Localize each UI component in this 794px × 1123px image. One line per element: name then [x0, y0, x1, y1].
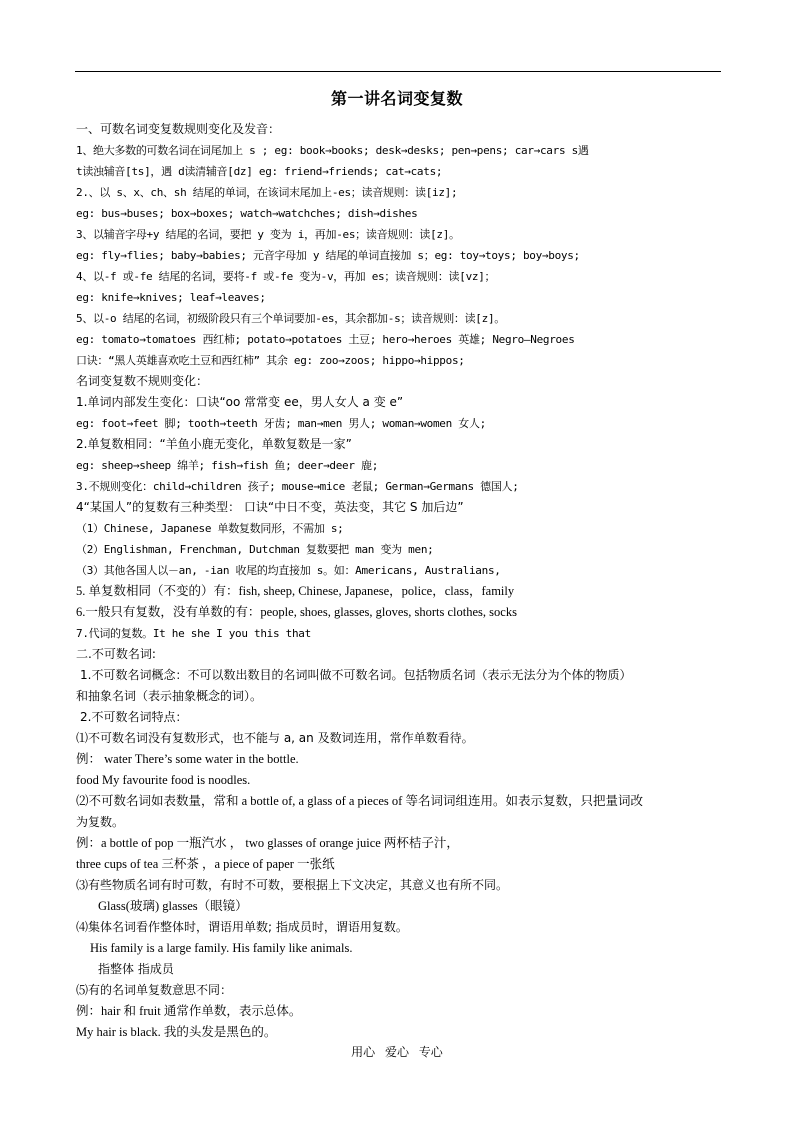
example-line: 例：a bottle of pop 一瓶汽水 ， two glasses of orange juice 两杯桔子汁，: [76, 836, 459, 850]
example-line: eg: tomato→tomatoes 西红柿; potato→potatoes 土豆; hero→heroes 英雄; Negro—Negroes: [76, 333, 575, 346]
mnemonic-line: 口诀：“黑人英雄喜欢吃土豆和西红柿” 其余 eg: zoo→zoos; hippo→hippos;: [76, 354, 465, 367]
section-heading: 一、可数名词变复数规则变化及发音：: [76, 122, 281, 136]
rule-line: 5. 单复数相同（不变的）有：fish, sheep, Chinese, Japanese，police，class，family: [76, 584, 515, 598]
rule-line: 3.不规则变化：child→children 孩子; mouse→mice 老鼠; German→Germans 德国人;: [76, 480, 519, 493]
example-note: 指整体 指成员: [98, 962, 174, 976]
rule-line: ⑸有的名词单复数意思不同：: [76, 983, 233, 997]
concept-line: 和抽象名词（表示抽象概念的词）。: [76, 689, 263, 703]
example-line: eg: knife→knives; leaf→leaves;: [76, 291, 266, 304]
rule-line: 1、绝大多数的可数名词在词尾加上 s ; eg: book→books; desk→desks; pen→pens; car→cars s遇: [76, 144, 589, 157]
rule-line: 2.、以 s、x、ch、sh 结尾的单词，在该词末尾加上-es；读音规则：读[iz];: [76, 186, 458, 199]
example-line: eg: fly→flies; baby→babies; 元音字母加 y 结尾的单词直接加 s；eg: toy→toys; boy→boys;: [76, 249, 580, 262]
example-line: eg: bus→buses; box→boxes; watch→watchches; dish→dishes: [76, 207, 418, 220]
section-heading: 名词变复数不规则变化：: [76, 374, 209, 388]
sub-heading: 2.不可数名词特点：: [80, 710, 188, 724]
rule-line: t读浊辅音[ts]，遇 d读清辅音[dz] eg: friend→friends; cat→cats;: [76, 165, 443, 178]
rule-line: 3、以辅音字母+y 结尾的名词，要把 y 变为 i，再加-es；读音规则：读[z]。: [76, 228, 460, 241]
rule-line: 7.代词的复数。It he she I you this that: [76, 627, 311, 640]
sub-rule-line: （2）Englishman, Frenchman, Dutchman 复数要把 man 变为 men;: [76, 543, 434, 556]
rule-line: 4“某国人”的复数有三种类型： 口诀“中日不变，英法变，其它 S 加后边”: [76, 500, 464, 514]
concept-line: 1.不可数名词概念：不可以数出数目的名词叫做不可数名词。包括物质名词（表示无法分为个体的物质）: [80, 668, 632, 682]
example-line: 例：hair 和 fruit 通常作单数，表示总体。: [76, 1004, 302, 1018]
rule-line: ⑴不可数名词没有复数形式，也不能与 a, an 及数词连用，常作单数看待。: [76, 731, 474, 745]
rule-line: 6.一般只有复数，没有单数的有：people, shoes, glasses, gloves, shorts clothes, socks: [76, 605, 517, 619]
sub-rule-line: （3）其他各国人以－an, -ian 收尾的均直接加 s。如：Americans, Australians,: [76, 564, 501, 577]
example-line: food My favourite food is noodles.: [76, 773, 251, 787]
page-title: 第一讲名词变复数: [330, 89, 463, 108]
header-rule: [75, 71, 721, 72]
rule-line: 4、以-f 或-fe 结尾的名词，要将-f 或-fe 变为-v，再加 es；读音规则：读[vz]；: [76, 270, 496, 283]
page-footer: 用心 爱心 专心: [351, 1045, 443, 1059]
rule-line: 1.单词内部发生变化：口诀“oo 常常变 ee，男人女人 a 变 e”: [76, 395, 404, 409]
example-line: eg: foot→feet 脚; tooth→teeth 牙齿; man→men 男人; woman→women 女人;: [76, 417, 486, 430]
section-heading: 二.不可数名词:: [76, 647, 156, 661]
example-line: My hair is black. 我的头发是黑色的。: [76, 1025, 277, 1039]
rule-line: ⑷集体名词看作整体时，谓语用单数; 指成员时，谓语用复数。: [76, 920, 408, 934]
rule-line: ⑶有些物质名词有时可数，有时不可数，要根据上下文决定，其意义也有所不同。: [76, 878, 509, 892]
document-body: [76, 119, 722, 1043]
rule-line: 为复数。: [76, 815, 125, 829]
example-line: three cups of tea 三杯茶 ，a piece of paper 一张纸: [76, 857, 335, 871]
example-line: eg: sheep→sheep 绵羊; fish→fish 鱼; deer→deer 鹿;: [76, 459, 379, 472]
rule-line: 2.单复数相同：“羊鱼小鹿无变化，单数复数是一家”: [76, 437, 352, 451]
rule-line: 5、以-o 结尾的名词，初级阶段只有三个单词要加-es，其余都加-s；读音规则：读[z]。: [76, 312, 505, 325]
sub-rule-line: （1）Chinese, Japanese 单数复数同形，不需加 s;: [76, 522, 344, 535]
rule-line: ⑵不可数名词如表数量，常和 a bottle of, a glass of a pieces of 等名词词组连用。如表示复数，只把量词改: [76, 794, 643, 808]
example-line: His family is a large family. His family like animals.: [90, 941, 353, 955]
example-line: 例： water There’s some water in the bottle.: [76, 752, 299, 766]
example-line: Glass(玻璃) glasses（眼镜）: [98, 899, 248, 913]
